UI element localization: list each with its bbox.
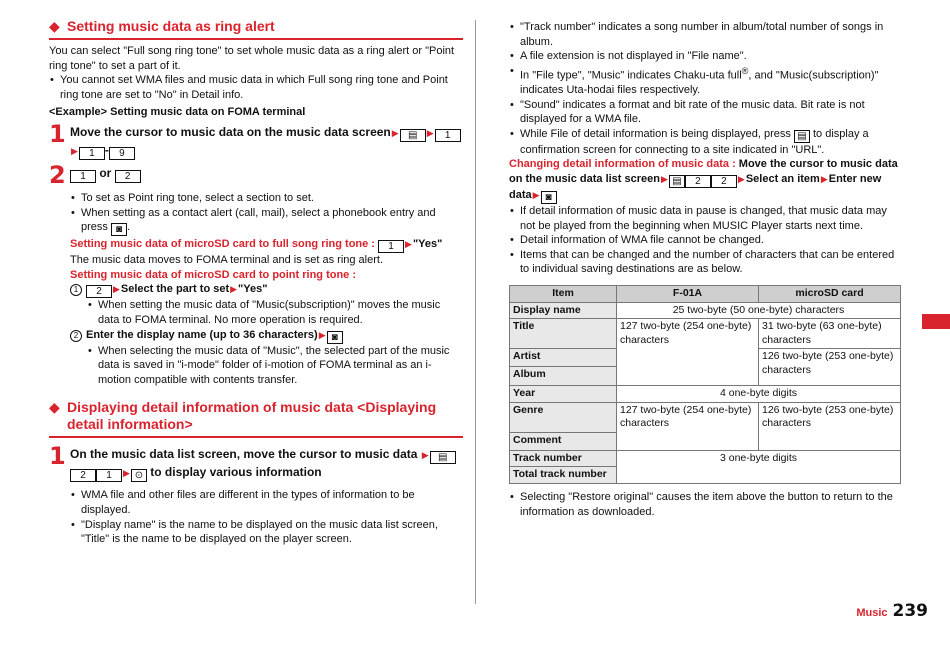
key-9: 9	[109, 147, 135, 160]
key-2: 2	[115, 170, 141, 183]
table-row	[510, 386, 901, 403]
arrow-icon: ▶	[123, 468, 130, 479]
col-header-f01a: F-01A	[617, 285, 759, 302]
page-number: 239	[892, 601, 928, 621]
detail-notes	[70, 488, 463, 546]
row-header: Artist	[510, 349, 617, 367]
table-cell: 31 two-byte (63 one-byte) characters	[759, 319, 901, 349]
row-header: Track number	[510, 450, 617, 467]
table-row	[510, 402, 901, 432]
key-1: 1	[70, 170, 96, 183]
registered-icon: ®	[741, 65, 749, 76]
contact-note: • When setting as a contact alert (call, mail), select a phonebook entry and press ◙ .	[70, 206, 463, 237]
nav-key-icon: ⊙	[131, 469, 147, 482]
filetype-note: • In "File type", "Music" indicates Chaku-uta full®, and "Music(subscription)" indicates Uta-hodai files respectively.	[509, 64, 903, 98]
camera-key-icon: ◙	[327, 331, 343, 344]
table-header-row	[510, 285, 901, 302]
step-2-notes	[70, 191, 463, 387]
menu-key-icon: ▤	[400, 129, 426, 142]
menu-key-icon: ▤	[669, 175, 685, 188]
left-column	[49, 18, 463, 547]
circle-1-icon: 1	[70, 284, 82, 296]
point-note: • To set as Point ring tone, select a section to set.	[70, 191, 463, 206]
row-header: Total track number	[510, 467, 617, 484]
table-cell: 126 two-byte (253 one-byte) characters	[759, 349, 901, 386]
arrow-icon: ▶	[318, 329, 326, 340]
arrow-icon: ▶	[820, 174, 828, 184]
step-number-1: 1	[49, 442, 66, 471]
menu-key-icon: ▤	[794, 130, 810, 143]
row-header: Comment	[510, 432, 617, 450]
step-number-2: 2	[49, 160, 66, 189]
table-row	[510, 450, 901, 467]
track-note: • "Track number" indicates a song number in album/total number of songs in album.	[509, 20, 903, 49]
arrow-icon: ▶	[405, 239, 412, 250]
character-limits-table	[509, 285, 901, 484]
page-footer	[856, 601, 928, 621]
key-1: 1	[378, 240, 404, 253]
table-cell: 127 two-byte (254 one-byte) characters	[617, 402, 759, 450]
menu-key-icon: ▤	[430, 451, 456, 464]
full-song-text: The music data moves to FOMA terminal and is set as ring alert.	[70, 254, 384, 267]
circle-step-1: 1 2 ▶Select the part to set▶"Yes"	[70, 282, 463, 298]
url-note: • While File of detail information is being displayed, press ▤ to display a confirmation screen for connecting to a site indicated in "URL".	[509, 127, 903, 158]
ring-intro: You can select "Full song ring tone" to set whole music data as a ring alert or "Point ring tone" to set a part of it.	[49, 45, 455, 72]
camera-key-icon: ◙	[541, 191, 557, 204]
key-2: 2	[86, 285, 112, 298]
arrow-icon: ▶	[661, 174, 668, 184]
key-2b: 2	[711, 175, 737, 188]
table-row	[510, 302, 901, 319]
restore-note: • Selecting "Restore original" causes the item above the button to return to the information as downloaded.	[509, 490, 903, 519]
ring-note: • You cannot set WMA files and music data in which Full song ring tone and Point ring tone are set to "No" in Detail info.	[49, 73, 463, 102]
dash: -	[104, 142, 109, 157]
example-heading: <Example> Setting music data on FOMA terminal	[49, 106, 306, 119]
full-song-line: Setting music data of microSD card to full song ring tone : 1 ▶"Yes"	[70, 238, 443, 253]
display-name-note: • "Display name" is the name to be displayed on the music data list screen, "Title" is the name to be displayed on the player screen.	[70, 518, 463, 547]
step-2: 2 1 or 2	[49, 165, 463, 183]
diamond-icon: ◆	[49, 18, 60, 34]
row-header: Title	[510, 319, 617, 349]
table-cell: 4 one-byte digits	[617, 386, 901, 403]
pause-note: • If detail information of music data in pause is changed, that music data may not be played from the beginning when MUSIC Player starts next time.	[509, 204, 903, 233]
col-header-microsd: microSD card	[759, 285, 901, 302]
table-cell: 3 one-byte digits	[617, 450, 901, 483]
col-header-item: Item	[510, 285, 617, 302]
chapter-label: Music	[856, 607, 888, 619]
point-label: Setting music data of microSD card to point ring tone :	[70, 268, 357, 281]
step-number-1: 1	[49, 119, 66, 148]
wma-note: • WMA file and other files are different in the types of information to be displayed.	[70, 488, 463, 517]
arrow-icon: ▶	[532, 190, 540, 200]
step-1: 1 Move the cursor to music data on the music data screen▶ ▤ ▶ 1▶ 1 - 9	[49, 124, 463, 160]
arrow-icon: ▶	[391, 127, 399, 138]
sound-note: • "Sound" indicates a format and bit rate of the music data. Bit rate is not displayed for a WMA file.	[509, 98, 903, 127]
row-header: Display name	[510, 302, 617, 319]
row-header: Album	[510, 367, 617, 386]
detail-step-1: 1 On the music data list screen, move the cursor to music data ▶ ▤2 1 ▶ ⊙ to display various information	[49, 446, 463, 482]
arrow-icon: ▶	[737, 174, 745, 184]
section-title-ring: ◆ Setting music data as ring alert	[49, 18, 463, 40]
circle-1-note: • When setting the music data of "Music(subscription)" moves the music data to FOMA terminal. No more operation is required.	[87, 298, 463, 327]
key-1b: 1	[79, 147, 105, 160]
wma-change-note: • Detail information of WMA file cannot be changed.	[509, 233, 903, 248]
change-line: Changing detail information of music data : Move the cursor to music data on the music data list screen▶ ▤ 2 2 ▶Select an item▶Enter new data▶ ◙	[509, 158, 898, 203]
camera-key-icon: ◙	[111, 223, 127, 236]
circle-2-icon: 2	[70, 330, 82, 342]
items-note: • Items that can be changed and the number of characters that can be entered to individual saving destinations are as below.	[509, 248, 903, 277]
circle-2-note: • When selecting the music data of "Music", the selected part of the music data is saved in "i-mode" folder of i-motion of FOMA terminal as an i-motion compatible with contents transfer.	[87, 344, 463, 388]
key-2: 2	[685, 175, 711, 188]
table-cell: 126 two-byte (253 one-byte) characters	[759, 402, 901, 450]
circle-step-2: 2 Enter the display name (up to 36 characters)▶ ◙	[70, 328, 463, 344]
table-cell: 25 two-byte (50 one-byte) characters	[617, 302, 901, 319]
right-column	[509, 20, 903, 519]
row-header: Genre	[510, 402, 617, 432]
key-2: 2	[70, 469, 96, 482]
extension-note: • A file extension is not displayed in "File name".	[509, 49, 903, 64]
table-row	[510, 319, 901, 349]
row-header: Year	[510, 386, 617, 403]
arrow-icon: ▶	[421, 450, 429, 461]
table-cell: 127 two-byte (254 one-byte) characters	[617, 319, 759, 386]
arrow-icon: ▶	[230, 284, 238, 295]
key-1: 1	[435, 129, 461, 142]
key-1: 1	[96, 469, 122, 482]
arrow-icon: ▶	[426, 127, 434, 138]
chapter-tab	[922, 314, 950, 329]
arrow-icon: ▶	[113, 284, 120, 295]
diamond-icon: ◆	[49, 399, 60, 416]
arrow-icon: ▶	[71, 145, 78, 156]
section-title-detail: ◆ Displaying detail information of music data <Displaying detail information>	[49, 399, 463, 438]
column-divider	[475, 20, 476, 604]
